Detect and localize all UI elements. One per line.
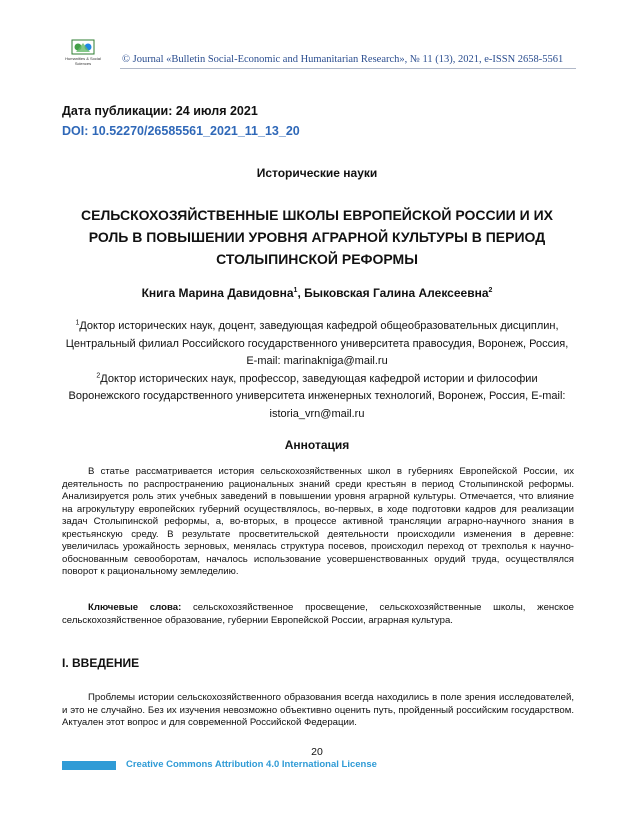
author-2-sup: 2: [488, 287, 493, 294]
intro-text: Проблемы истории сельскохозяйственного образования всегда находились в поле зрения исследователей, и это не случайно. Без их изучения невозможно объективно оценить путь, пройденный российским государством. Актуален этот вопрос и для современной Российской Федерации.: [62, 692, 574, 728]
affiliation-2: [60, 371, 574, 424]
publication-date: Дата публикации: 24 июля 2021: [62, 104, 258, 118]
header-divider: [120, 68, 576, 69]
affiliation-1-text: Доктор исторических наук, доцент, заведующая кафедрой общеобразовательных дисциплин, Центральный филиал Российского государственного университета правосудия, Воронеж, Россия, E-mail: marinakniga@mail.ru: [65, 320, 569, 367]
affiliations: [60, 318, 574, 423]
affiliation-1-sup: 1: [75, 319, 80, 327]
keywords-label: Ключевые слова:: [88, 602, 182, 613]
authors: [0, 286, 634, 300]
author-1-sup: 1: [293, 287, 298, 294]
page-number: 20: [311, 746, 323, 758]
cc-badge-icon[interactable]: [62, 761, 116, 770]
doi-link[interactable]: DOI: 10.52270/26585561_2021_11_13_20: [62, 124, 300, 138]
svg-text:Sciences: Sciences: [74, 61, 92, 66]
author-separator: ,: [297, 286, 305, 300]
section-title: Исторические науки: [256, 166, 378, 180]
journal-logo: [58, 38, 108, 68]
author-1: Книга Марина Давидовна: [141, 286, 294, 300]
keywords-text: сельскохозяйственное просвещение, сельскохозяйственные школы, женское сельскохозяйственное образование, губернии Европейской России, аграрная культура.: [62, 602, 574, 626]
author-2: Быковская Галина Алексеевна: [304, 286, 489, 300]
annotation-heading: Аннотация: [284, 438, 350, 452]
annotation-text: В статье рассматривается история сельскохозяйственных школ в губерниях Европейской России, их деятельность по распространению рациональных знаний среди крестьян в период Столыпинской реформы. Анализируется роль этих учебных заведений в повышении уровня аграрной культуры. Отмечается, что влияние на агрокультуру европейских губерний осуществлялось, во-первых, в ходе подготовки кадров для реализации задач Столыпинской реформы, а, во-вторых, в процессе активной трансляции аграрно-научного знания в крестьянскую среду. В результате просветительской деятельности происходили изменения в деревне: увеличилась урожайность зерновых, менялась структура посевов, происходил переход от трехполья к научно-обоснованным севооборотам, началось использование усовершенствованных орудий труда, осуществлялся поворот к рациональному земледелию.: [62, 466, 574, 577]
keywords: [62, 602, 574, 627]
affiliation-1: [60, 318, 574, 371]
affiliation-2-text: Доктор исторических наук, профессор, заведующая кафедрой истории и философии Воронежского государственного университета инженерных технологий, Воронеж, Россия, E-mail: istoria_vrn@mail.ru: [68, 372, 566, 420]
affiliation-2-sup: 2: [96, 371, 101, 379]
svg-text:Humanities & Social: Humanities & Social: [65, 56, 101, 61]
intro-heading: I. ВВЕДЕНИЕ: [62, 656, 140, 670]
license-link[interactable]: Creative Commons Attribution 4.0 International License: [126, 759, 377, 770]
article-title: СЕЛЬСКОХОЗЯЙСТВЕННЫЕ ШКОЛЫ ЕВРОПЕЙСКОЙ РОССИИ И ИХ РОЛЬ В ПОВЫШЕНИИ УРОВНЯ АГРАРНОЙ КУЛЬТУРЫ В ПЕРИОД СТОЛЫПИНСКОЙ РЕФОРМЫ: [81, 207, 553, 267]
journal-header: © Journal «Bulletin Social-Economic and Humanitarian Research», № 11 (13), 2021, e-ISSN 2658-5561: [122, 54, 564, 65]
